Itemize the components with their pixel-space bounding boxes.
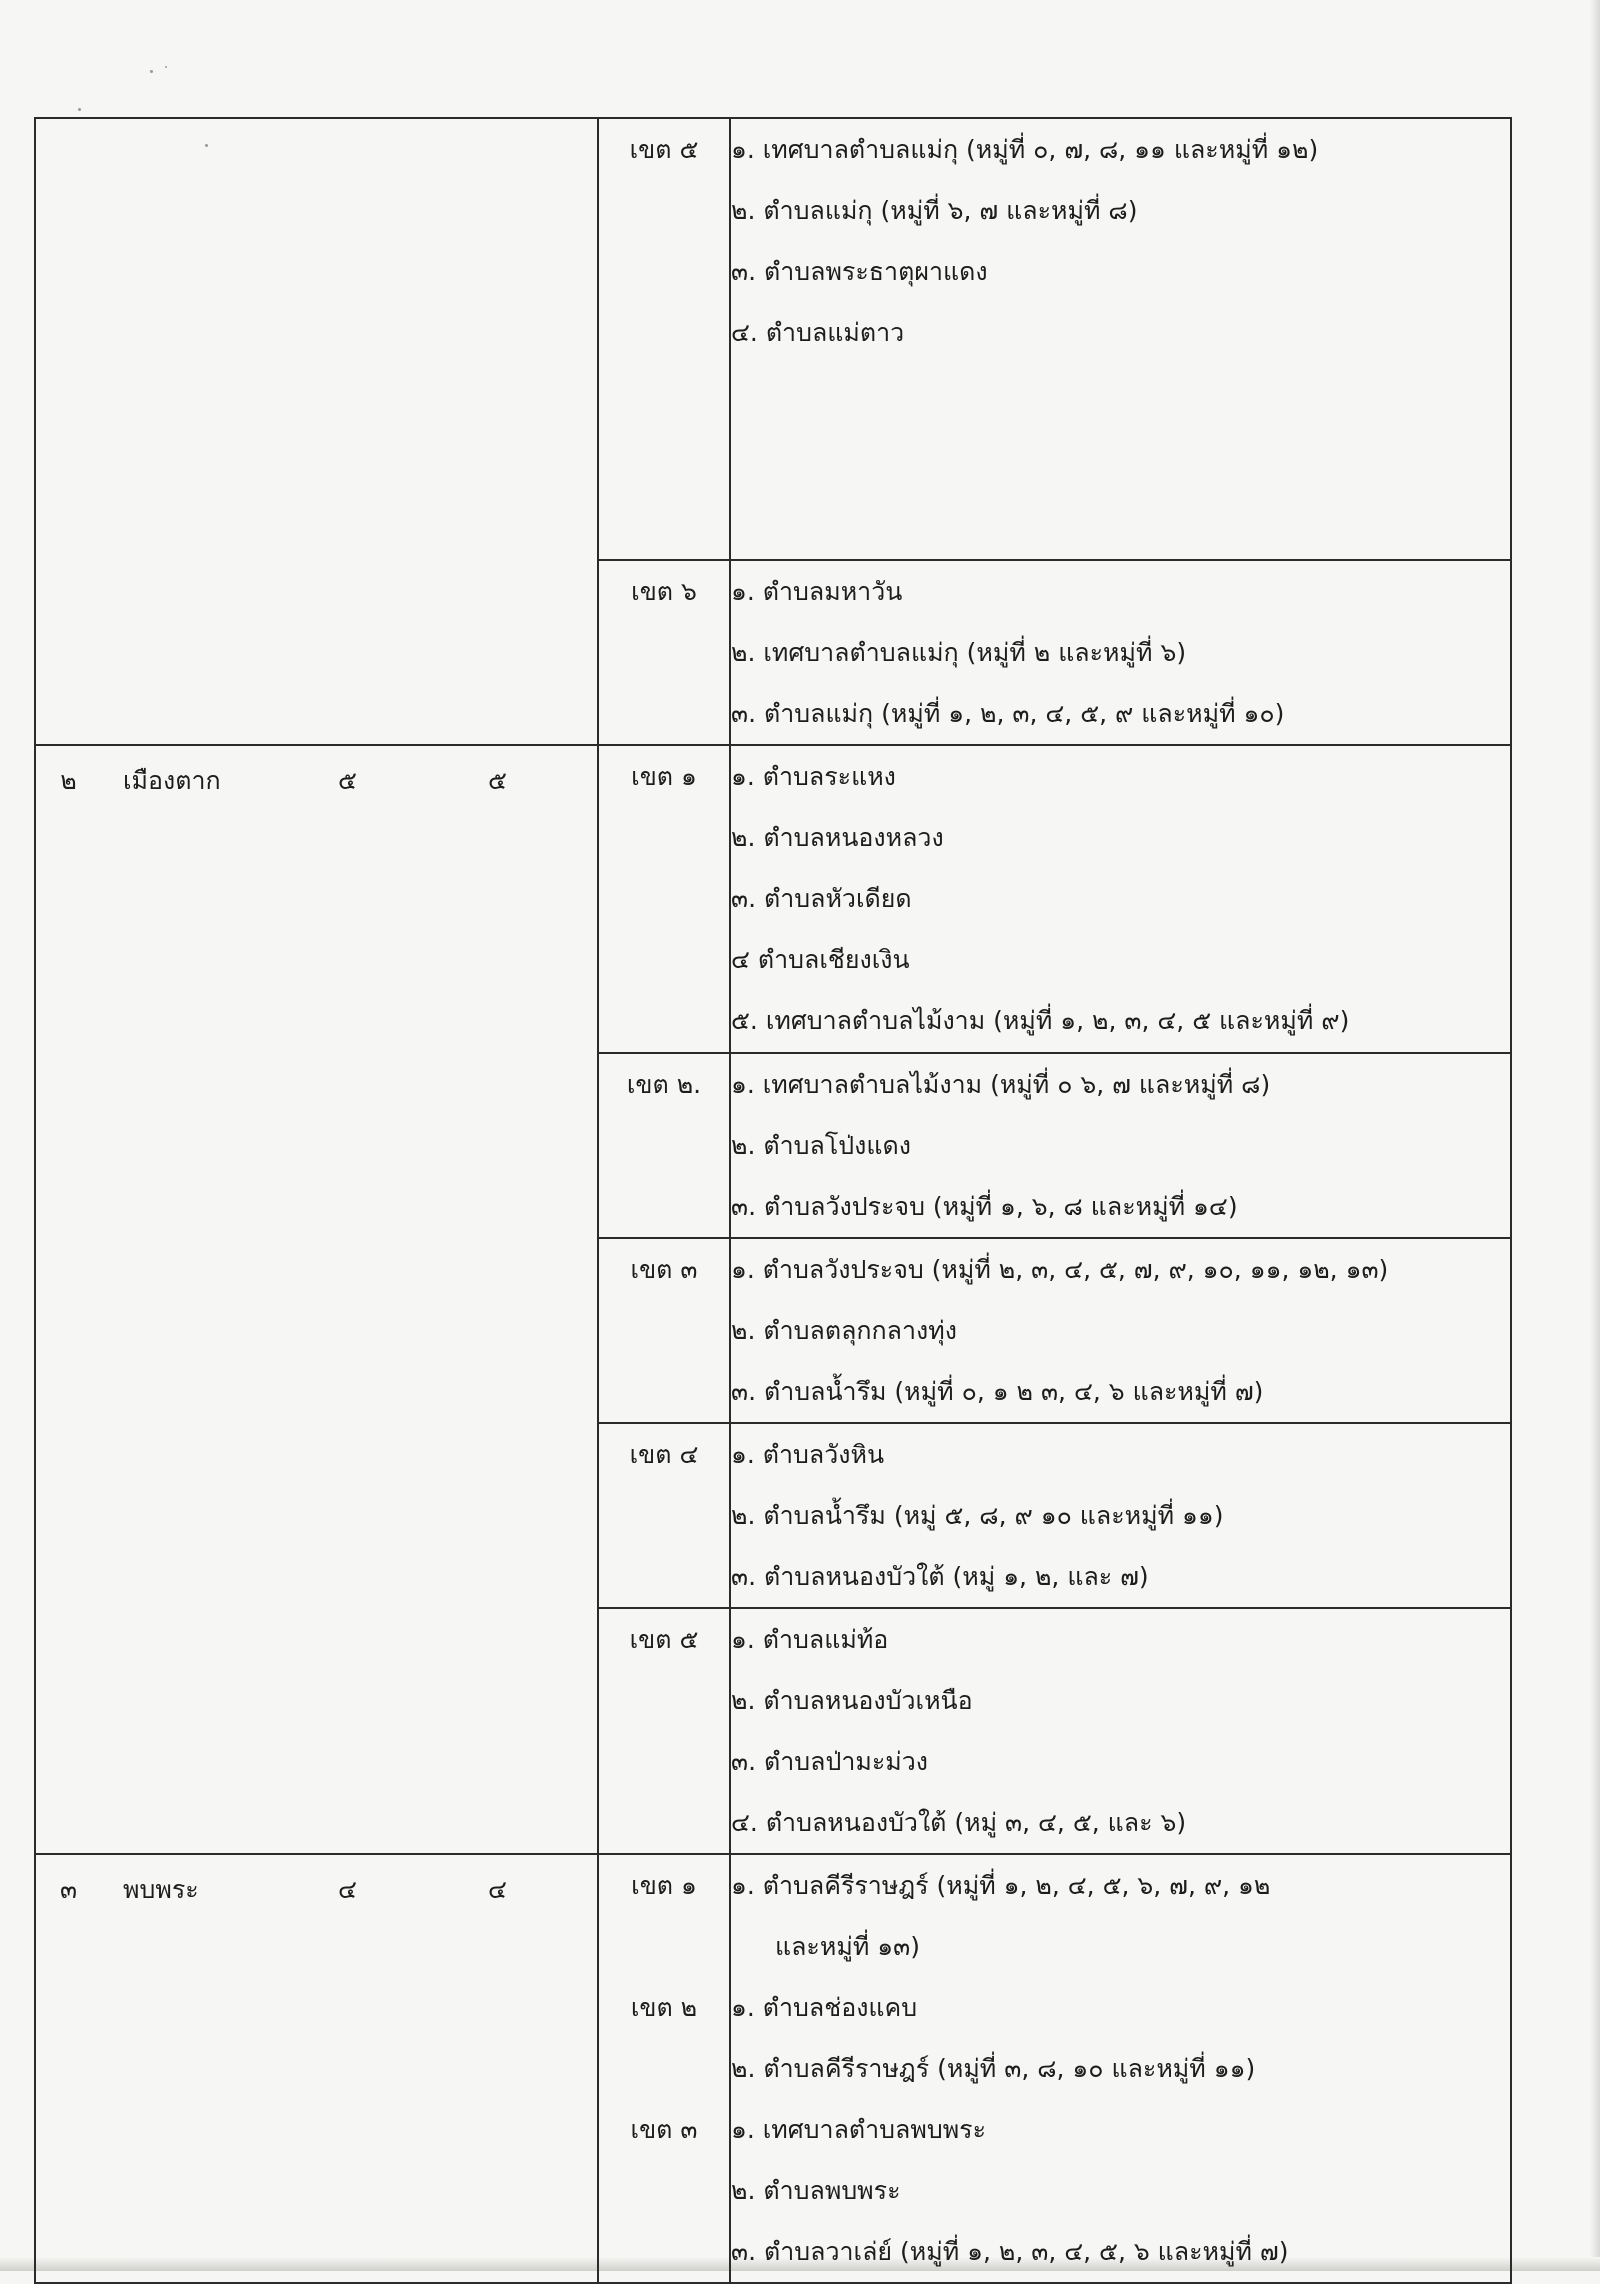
subdistrict-item: ๑. ตำบลคีรีราษฎร์ (หมู่ที่ ๑, ๒, ๔, ๕, ๖, ๗, ๙, ๑๒	[731, 1871, 1271, 1900]
subdistrict-item: ๒. ตำบลตลุกกลางทุ่ง	[731, 1316, 957, 1345]
zone-cell	[598, 118, 730, 560]
zone-spacer	[599, 2038, 729, 2099]
subdistrict-item: ๓. ตำบลหนองบัวใต้ (หมู่ ๑, ๒, และ ๗)	[731, 1562, 1149, 1591]
zone-cell	[598, 1423, 730, 1608]
zone-label: เขต ๓	[630, 2115, 698, 2144]
subdistrict-item: ๓. ตำบลแม่กุ (หมู่ที่ ๑, ๒, ๓, ๔, ๕, ๙ และหมู่ที่ ๑๐)	[731, 699, 1285, 728]
subdistrict-item: ๒. ตำบลหนองหลวง	[731, 823, 944, 852]
subdistrict-item: ๑. ตำบลแม่ท้อ	[731, 1625, 889, 1654]
subdistrict-list	[730, 1608, 1511, 1854]
zone-label: เขต ๑	[631, 1871, 697, 1900]
subdistrict-item: ๓. ตำบลป่ามะม่วง	[731, 1747, 928, 1776]
district-count-b: ๔	[488, 1875, 507, 1904]
zone-label: เขต ๒	[630, 1993, 698, 2022]
subdistrict-item: ๒. ตำบลหนองบัวเหนือ	[731, 1686, 973, 1715]
subdistrict-list	[730, 1423, 1511, 1608]
subdistrict-item: ๓. ตำบลวังประจบ (หมู่ที่ ๑, ๖, ๘ และหมู่ที่ ๑๔)	[731, 1192, 1238, 1221]
subdistrict-list	[730, 745, 1511, 1053]
scan-speck	[165, 66, 167, 68]
subdistrict-item: ๑. ตำบลช่องแคบ	[731, 1993, 918, 2022]
subdistrict-item: ๓. ตำบลวาเล่ย์ (หมู่ที่ ๑, ๒, ๓, ๔, ๕, ๖ และหมู่ที่ ๗)	[731, 2237, 1289, 2266]
zone-spacer	[599, 1916, 729, 1977]
zone-cell	[598, 1053, 730, 1238]
subdistrict-item: ๓. ตำบลหัวเดียด	[731, 884, 912, 913]
subdistrict-item: ๑. เทศบาลตำบลพบพระ	[731, 2115, 987, 2144]
subdistrict-item: ๒. เทศบาลตำบลแม่กุ (หมู่ที่ ๒ และหมู่ที่ ๖)	[731, 638, 1187, 667]
subdistrict-item: ๒. ตำบลพบพระ	[731, 2176, 901, 2205]
district-cell	[35, 118, 598, 745]
subdistrict-item: ๔. ตำบลแม่ตาว	[731, 318, 905, 347]
subdistrict-item: ๑. เทศบาลตำบลไม้งาม (หมู่ที่ ๐ ๖, ๗ และหมู่ที่ ๘)	[731, 1070, 1271, 1099]
district-count-b: ๕	[488, 766, 507, 795]
district-header	[36, 746, 597, 811]
subdistrict-list	[730, 1238, 1511, 1423]
subdistrict-item: ๒. ตำบลน้ำรึม (หมู่ ๕, ๘, ๙ ๑๐ และหมู่ที่ ๑๑)	[731, 1501, 1224, 1530]
district-name: พบพระ	[123, 1875, 199, 1904]
district-row-phop-phra	[35, 1854, 1511, 2283]
subdistrict-list	[730, 1854, 1511, 2283]
zone-label: เขต ๕	[629, 1625, 699, 1654]
subdistrict-list	[730, 1053, 1511, 1238]
subdistrict-list	[730, 118, 1511, 560]
zone-label: เขต ๖	[631, 577, 697, 606]
district-row-continued	[35, 118, 1511, 560]
subdistrict-item: ๔. ตำบลหนองบัวใต้ (หมู่ ๓, ๔, ๕, และ ๖)	[731, 1808, 1187, 1837]
district-number: ๓	[59, 1875, 78, 1904]
district-number: ๒	[60, 766, 77, 795]
zone-label: เขต ๒.	[626, 1070, 702, 1099]
zone-cell	[598, 1608, 730, 1854]
district-cell	[35, 745, 598, 1854]
subdistrict-item: ๑. ตำบลมหาวัน	[731, 577, 903, 606]
zone-label: เขต ๔	[629, 1440, 699, 1469]
page-edge-shadow	[1590, 0, 1600, 2271]
zone-cell	[598, 745, 730, 1053]
subdistrict-item: ๒. ตำบลแม่กุ (หมู่ที่ ๖, ๗ และหมู่ที่ ๘)	[731, 196, 1138, 225]
subdistrict-item: ๑. ตำบลวังประจบ (หมู่ที่ ๒, ๓, ๔, ๕, ๗, ๙, ๑๐, ๑๑, ๑๒, ๑๓)	[731, 1255, 1389, 1284]
zone-label: เขต ๑	[631, 762, 697, 791]
subdistrict-item: ๑. เทศบาลตำบลแม่กุ (หมู่ที่ ๐, ๗, ๘, ๑๑ และหมู่ที่ ๑๒)	[731, 135, 1319, 164]
zone-cell	[598, 1854, 730, 2283]
subdistrict-item: ๔ ตำบลเชียงเงิน	[731, 945, 910, 974]
scan-speck	[150, 70, 153, 73]
zone-cell	[598, 1238, 730, 1423]
district-count-a: ๔	[338, 1875, 357, 1904]
subdistrict-item: ๓. ตำบลน้ำรึม (หมู่ที่ ๐, ๑ ๒ ๓, ๔, ๖ และหมู่ที่ ๗)	[731, 1377, 1264, 1406]
zone-label: เขต ๓	[630, 1255, 698, 1284]
subdistrict-item: ๑. ตำบลวังหิน	[731, 1440, 885, 1469]
district-name: เมืองตาก	[123, 766, 221, 795]
subdistrict-item: ๑. ตำบลระแหง	[731, 762, 896, 791]
zone-cell	[598, 560, 730, 745]
subdistrict-item: ๒. ตำบลโป่งแดง	[731, 1131, 911, 1160]
scan-speck	[78, 108, 81, 111]
district-header	[36, 1855, 597, 1920]
subdistrict-item-continued: และหมู่ที่ ๑๓)	[775, 1932, 920, 1961]
subdistrict-item: ๓. ตำบลพระธาตุผาแดง	[731, 257, 988, 286]
subdistrict-item: ๒. ตำบลคีรีราษฎร์ (หมู่ที่ ๓, ๘, ๑๐ และหมู่ที่ ๑๑)	[731, 2054, 1256, 2083]
zone-label: เขต ๕	[629, 135, 699, 164]
subdistrict-item: ๕. เทศบาลตำบลไม้งาม (หมู่ที่ ๑, ๒, ๓, ๔, ๕ และหมู่ที่ ๙)	[731, 1006, 1350, 1035]
district-cell	[35, 1854, 598, 2283]
district-row-mueang-tak	[35, 745, 1511, 1053]
subdistrict-list	[730, 560, 1511, 745]
district-count-a: ๕	[338, 766, 357, 795]
constituency-table	[34, 117, 1512, 2284]
